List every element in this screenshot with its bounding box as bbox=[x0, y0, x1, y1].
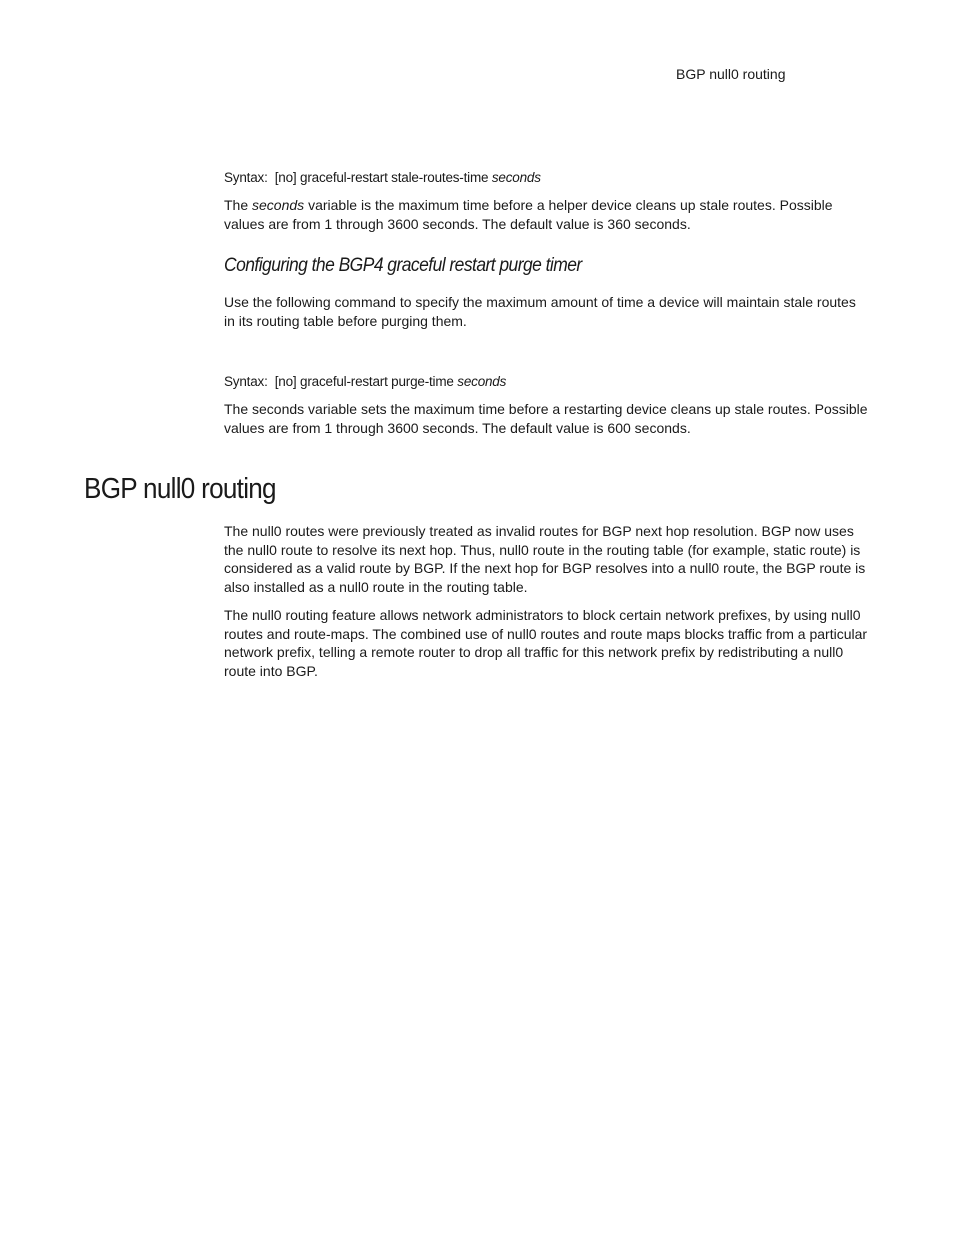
syntax-label: Syntax: bbox=[224, 170, 268, 185]
syntax-purge-time bbox=[224, 373, 506, 391]
syntax-bracket-open: [ bbox=[274, 374, 279, 389]
para1-pre: The bbox=[224, 197, 249, 213]
paragraph-seconds-variable bbox=[224, 196, 870, 233]
syntax-command: graceful-restart purge-time bbox=[300, 374, 454, 389]
syntax-command: graceful-restart stale-routes-time bbox=[300, 170, 489, 185]
syntax-no-keyword: no bbox=[278, 170, 293, 185]
paragraph-null0-feature bbox=[224, 606, 870, 680]
paragraph-null0-intro bbox=[224, 522, 870, 596]
syntax-stale-routes-time bbox=[224, 169, 541, 187]
running-header: BGP null0 routing bbox=[676, 66, 786, 82]
paragraph-purge-seconds bbox=[224, 400, 870, 437]
syntax-bracket-close: ] bbox=[292, 170, 297, 185]
syntax-variable: seconds bbox=[491, 170, 541, 185]
paragraph-purge-intro bbox=[224, 293, 870, 330]
syntax-label: Syntax: bbox=[224, 374, 268, 389]
para5-text: The null0 routing feature allows network administrators to block certain network prefixes, by using null0 routes and route-maps. The combined use of null0 routes and route maps blocks traffic from a particular network prefix, telling a remote router to drop all traffic for this network prefix by redistributing a null0 route into BGP. bbox=[224, 607, 868, 679]
syntax-bracket-close: ] bbox=[292, 374, 297, 389]
para3-text: The seconds variable sets the maximum time before a restarting device cleans up stale routes. Possible values are from 1 through 3600 seconds. The default value is 600 seconds. bbox=[224, 401, 868, 436]
syntax-bracket-open: [ bbox=[274, 170, 279, 185]
subheading-purge-timer: Configuring the BGP4 graceful restart purge timer bbox=[224, 255, 582, 276]
syntax-no-keyword: no bbox=[278, 374, 293, 389]
para2-text: Use the following command to specify the maximum amount of time a device will maintain stale routes in its routing table before purging them. bbox=[224, 294, 856, 329]
para1-post: variable is the maximum time before a helper device cleans up stale routes. Possible values are from 1 through 3600 seconds. The default value is 360 seconds. bbox=[224, 197, 833, 232]
syntax-variable: seconds bbox=[457, 374, 507, 389]
para1-var: seconds bbox=[252, 197, 305, 213]
section-heading: BGP null0 routing bbox=[84, 473, 276, 505]
para4-text: The null0 routes were previously treated as invalid routes for BGP next hop resolution. BGP now uses the null0 route to resolve its next hop. Thus, null0 route in the routing table (for example, static route) is considered as a valid route by BGP. If the next hop for BGP resolves into a null0 route, the BGP route is also installed as a null0 route in the routing table. bbox=[224, 523, 866, 595]
